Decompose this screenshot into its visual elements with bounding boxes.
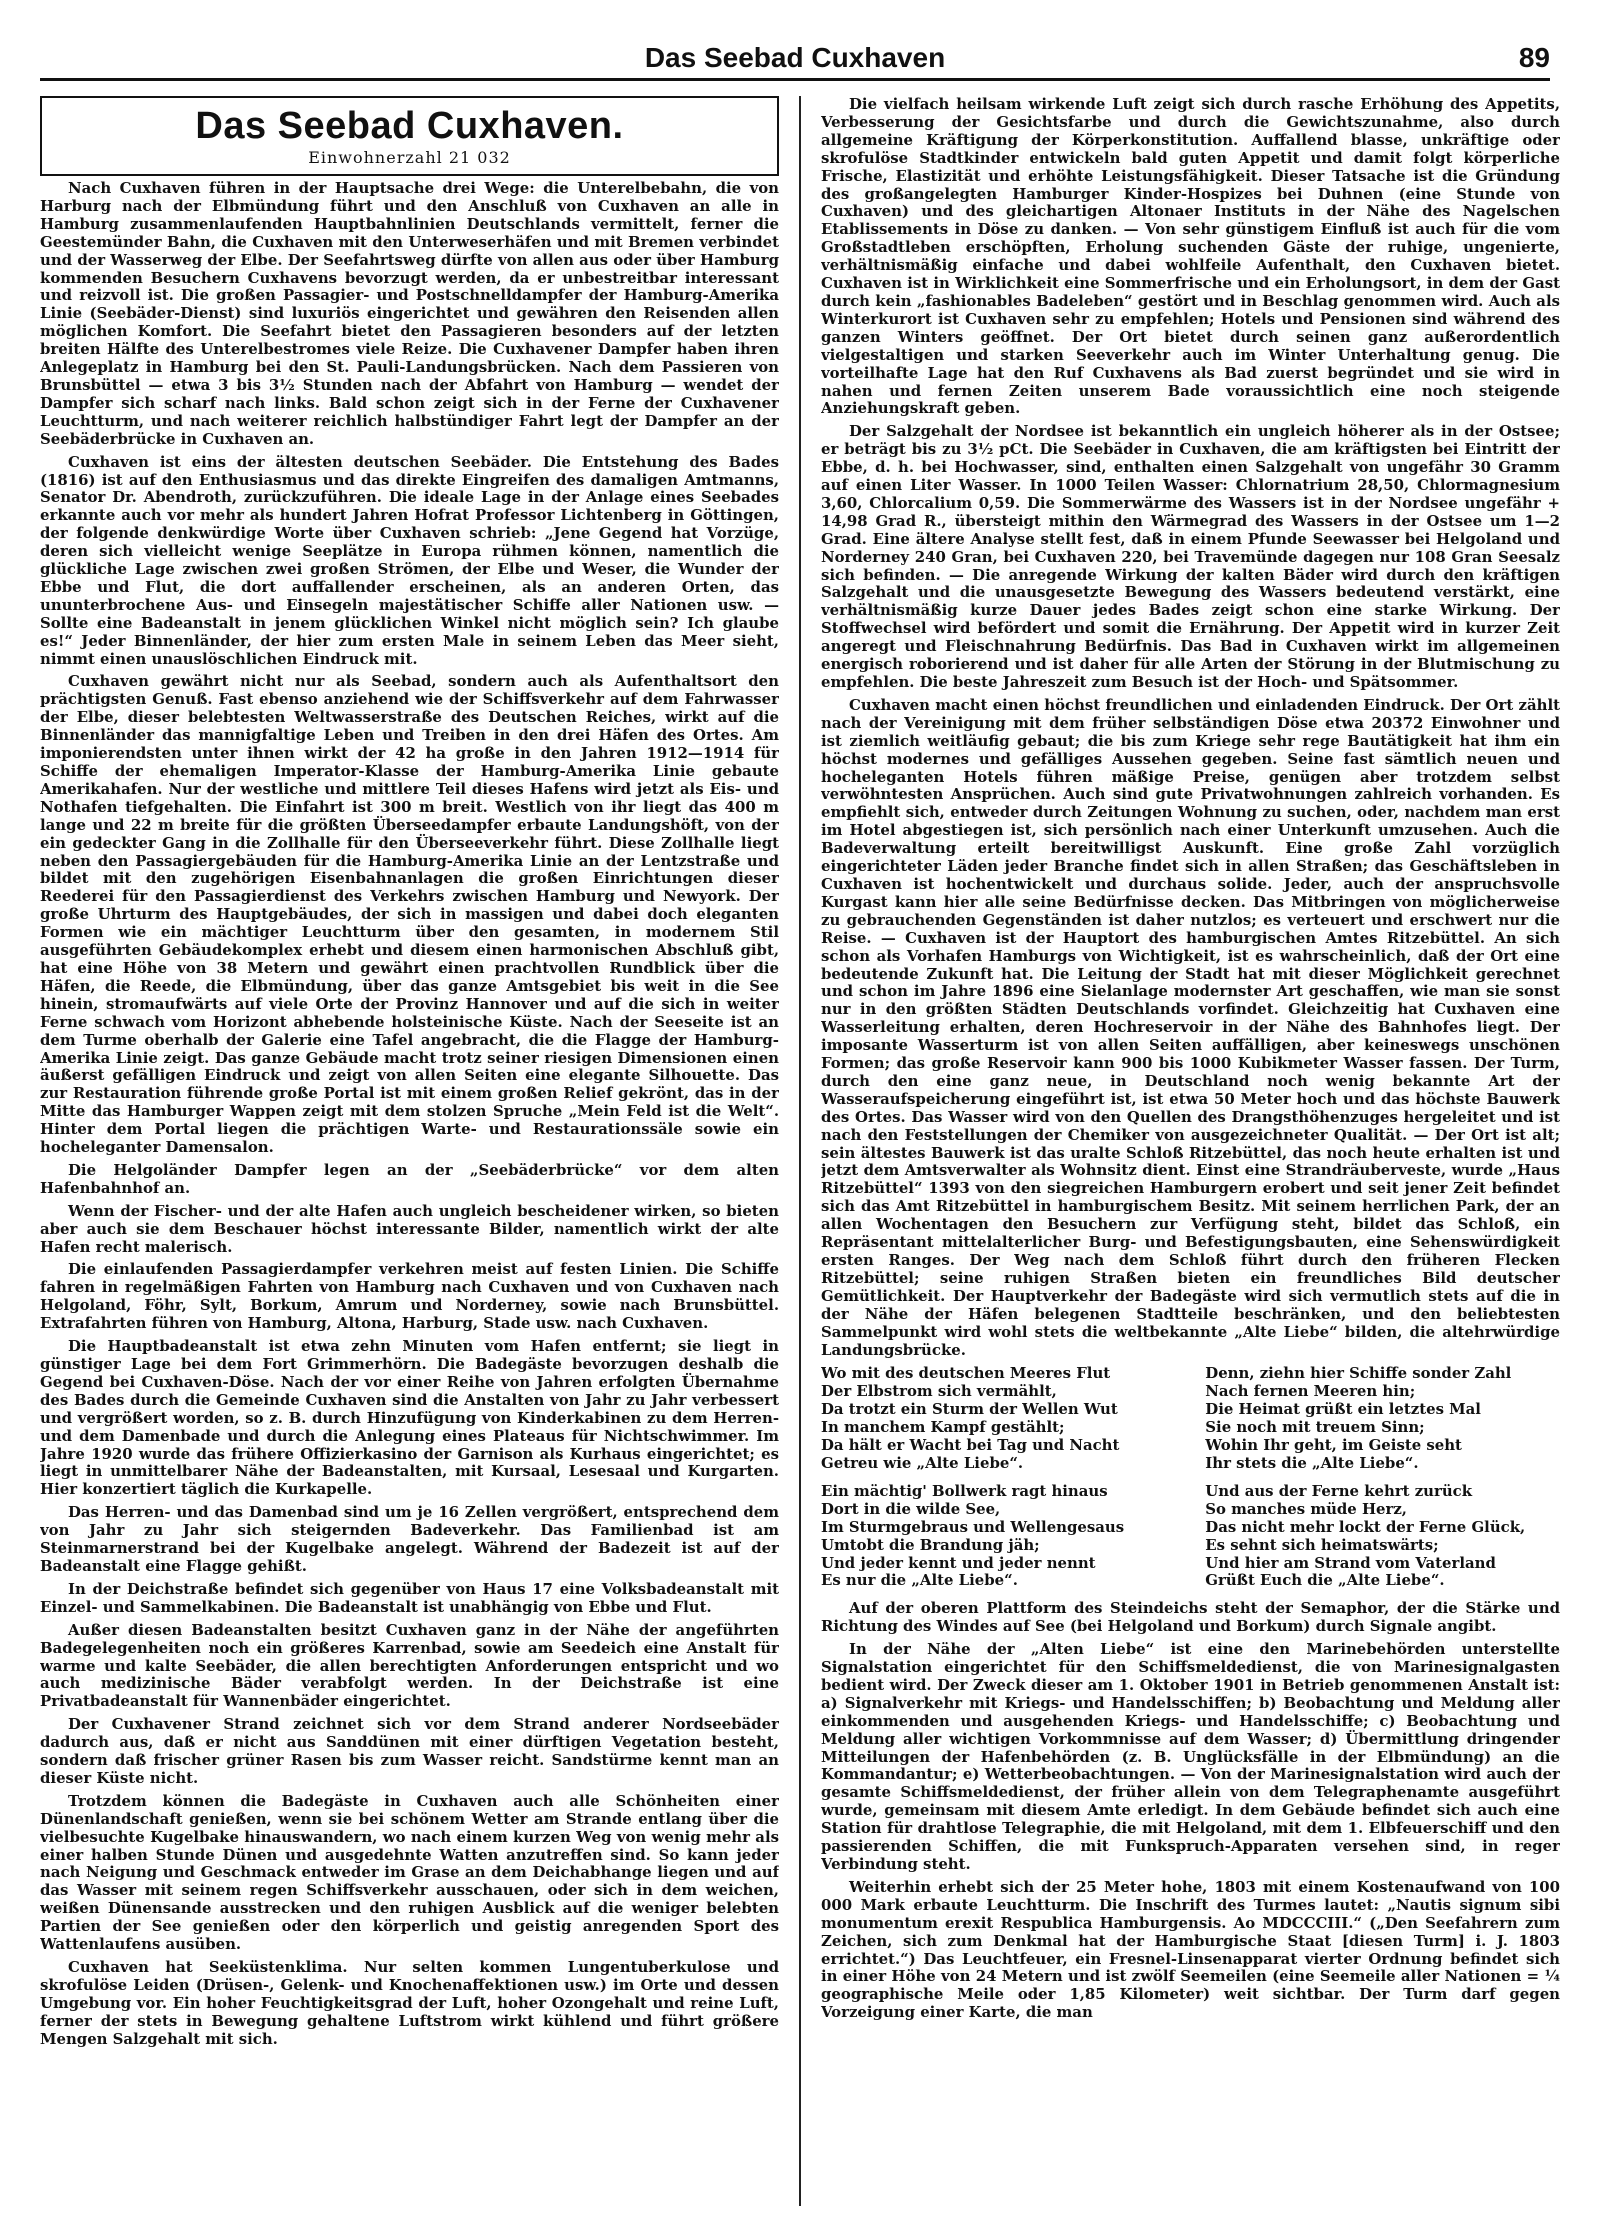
paragraph: In der Nähe der „Alten Liebe“ ist eine den Marinebehörden unterstellte Signalstation eingerichtet für den Schiffsmeldedienst, die von Marinesignalgasten bedient wird. Der Zweck dieser am 1. Oktober 1901 in Betrieb genommenen Anstalt ist: a) Signalverkehr mit Kriegs- und Handelsschiffen; b) Beobachtung und Meldung aller einkommenden und ausgehenden Kriegs- und Handelsschiffe; c) Beobachtung und Meldung aller wichtigen Vorkommnisse auf dem Wasser; d) Übermittlung dringender Mitteilungen der Hafenbehörden (z. B. Unglücksfälle in der Elbmündung) an die Kommandantur; e) Wetterbeobachtungen. — Von der Marinesignalstation wird auch der gesamte Schiffsmeldedienst, der früher allein von dem Telegraphenamte ausgeführt wurde, gemeinsam mit diesem Amte erledigt. In dem Gebäude befindet sich auch eine Station für drahtlose Telegraphie, die mit Helgoland, mit dem 1. Elbfeuerschiff und den passierenden Schiffen, die mit Funkspruch-Apparaten versehen sind, in reger Verbindung steht.	[821, 1640, 1560, 1873]
poem-stanza: Wo mit des deutschen Meeres Flut Der Elbstrom sich vermählt, Da trotzt ein Sturm der Wellen Wut In manchem Kampf gestählt; Da hält er Wacht bei Tag und Nacht Getreu wie „Alte Liebe“.	[821, 1364, 1120, 1472]
left-column	[40, 96, 779, 2206]
paragraph: Wenn der Fischer- und der alte Hafen auch ungleich bescheidener wirken, so bieten aber auch sie dem Beschauer höchst interessante Bilder, namentlich wirkt der alte Hafen recht malerisch.	[40, 1201, 779, 1256]
paragraph: Das Herren- und das Damenbad sind um je 16 Zellen vergrößert, entsprechend dem von Jahr zu Jahr sich steigernden Badeverkehr. Das Familienbad ist am Steinmarnerstrand bei der Kugelbake angelegt. Während der Badezeit ist auf der Badeanstalt eine Flagge gehißt.	[40, 1503, 779, 1575]
article-title-box	[40, 96, 779, 176]
poem-stanza: Und aus der Ferne kehrt zurück So manches müde Herz, Das nicht mehr lockt der Ferne Glück, Es sehnt sich heimatswärts; Und hier am Strand vom Vaterland Grüßt Euch die „Alte Liebe“.	[1205, 1481, 1526, 1590]
paragraph: Auf der oberen Plattform des Steindeichs steht der Semaphor, der die Stärke und Richtung des Windes auf See (bei Helgoland und Borkum) durch Signale angibt.	[821, 1599, 1560, 1636]
paragraph: Der Salzgehalt der Nordsee ist bekanntlich ein ungleich höherer als in der Ostsee; er beträgt bis zu 3½ pCt. Die Seebäder in Cuxhaven, die am kräftigsten bei Eintritt der Ebbe, d. h. bei Hochwasser, sind, enthalten einen Salzgehalt von ungefähr 30 Gramm auf einen Liter Wasser. In 1000 Teilen Wasser: Chlornatrium 28,50, Chlormagnesium 3,60, Chlorcalium 0,59. Die Sommerwärme des Wassers ist in der Nordsee ungefähr + 14,98 Grad R., übersteigt mithin den Wärmegrad des Wassers in der Ostsee um 1—2 Grad. Eine ältere Analyse stellt fest, daß in einem Pfunde Seewasser bei Helgoland und Norderney 240 Gran, bei Cuxhaven 220, bei Travemünde dagegen nur 108 Gran Seesalz sich befinden. — Die anregende Wirkung der kalten Bäder wird durch den kräftigen Salzgehalt und die unausgesetzte Bewegung des Wassers bedeutend verstärkt, eine verhältnismäßig kurze Dauer jedes Bades zeigt schon eine starke Wirkung. Der Stoffwechsel wird befördert und somit die Ernährung. Der Appetit wird in kurzer Zeit angeregt und Fleischnahrung Bedürfnis. Das Bad in Cuxhaven wirkt im allgemeinen energisch roborierend und ist daher für alle Arten der Störung in der Blutmischung zu empfehlen. Die beste Jahreszeit zum Besuch ist der Hoch- und Spätsommer.	[821, 422, 1560, 691]
paragraph: Cuxhaven hat Seeküstenklima. Nur selten kommen Lungentuberkulose und skrofulöse Leiden (Drüsen-, Gelenk- und Knochenaffektionen usw.) im Orte und dessen Umgebung vor. Ein hoher Feuchtigkeitsgrad der Luft, hoher Ozongehalt und reine Luft, ferner der stets in Bewegung gehaltene Luftstrom wirkt kühlend und führt größere Mengen Salzgehalt mit sich.	[40, 1958, 779, 2048]
paragraph: Trotzdem können die Badegäste in Cuxhaven auch alle Schönheiten einer Dünenlandschaft genießen, wenn sie bei schönem Wetter am Strande entlang über die vielbesuchte Kugelbake hinauswandern, wo nach einem kurzen Weg von wenig mehr als einer halben Stunde Dünen und ausgedehnte Watten anzutreffen sind. So kann jeder nach Neigung und Geschmack entweder im Grase an dem Deichabhange liegen und auf das Wasser mit seinem regen Schiffsverkehr ausschauen, oder sich in dem weichen, weißen Dünensande ausstrecken und den ruhigen Ausblick auf die weniger belebten Partien der See genießen oder den körperlich und geistig anregenden Sport des Wattenlaufens ausüben.	[40, 1791, 779, 1954]
paragraph: Die Hauptbadeanstalt ist etwa zehn Minuten vom Hafen entfernt; sie liegt in günstiger Lage bei dem Fort Grimmerhörn. Die Badegäste bevorzugen deshalb die Gegend bei Cuxhaven-Döse. Nach der vor einer Reihe von Jahren erfolgten Übernahme des Bades durch die Gemeinde Cuxhaven sind die Anstalten von Jahr zu Jahr verbessert und vergrößert worden, so z. B. durch Hinzufügung von Kinderkabinen zu dem Herren- und dem Damenbade und durch die Anlegung eines Plateaus für Nichtschwimmer. Im Jahre 1920 wurde das frühere Offizierkasino der Garnison als Kurhaus eingerichtet; es liegt in unmittelbarer Nähe der Badeanstalten, mit Kursaal, Lesesaal und Kurgarten. Hier konzertiert täglich die Kurkapelle.	[40, 1337, 779, 1499]
poem-stanza-row-2	[821, 1483, 1560, 1590]
paragraph: Der Cuxhavener Strand zeichnet sich vor dem Strand anderer Nordseebäder dadurch aus, daß er nicht aus Sanddünen mit einer dürftigen Vegetation besteht, sondern daß frischer grüner Rasen bis zum Wasser reicht. Sandstürme kennt man an dieser Küste nicht.	[40, 1715, 779, 1787]
page-number: 89	[1518, 42, 1550, 73]
running-header-title: Das Seebad Cuxhaven	[644, 42, 946, 73]
paragraph: Nach Cuxhaven führen in der Hauptsache drei Wege: die Unterelbebahn, die von Harburg nach der Elbmündung führt und den Anschluß von Cuxhaven an alle in Hamburg zusammenlaufenden Hauptbahnlinien Deutschlands vermittelt, ferner die Geestemünder Bahn, die Cuxhaven mit den Unterweserhäfen und mit Bremen verbindet und der Wasserweg der Elbe. Der Seefahrtsweg dürfte von allen aus oder über Hamburg kommenden Besuchern Cuxhavens bevorzugt werden, da er unbestreitbar interessant und reizvoll ist. Die großen Passagier- und Postschnelldampfer der Hamburg-Amerika Linie (Seebäder-Dienst) sind luxuriös eingerichtet und gewähren den Reisenden allen möglichen Komfort. Die Seefahrt bietet den Passagieren besonders auf der letzten breiten Hälfte des Unterelbestromes viele Reize. Die Cuxhavener Dampfer haben ihren Anlegeplatz in Hamburg bei den St. Pauli-Landungsbrücken. Nach dem Passieren von Brunsbüttel — etwa 3 bis 3½ Stunden nach der Abfahrt von Hamburg — wendet der Dampfer sich scharf nach links. Bald schon zeigt sich in der Ferne der Cuxhavener Leuchtturm, und nach weiterer reichlich halbstündiger Fahrt legt der Dampfer an der Seebäderbrücke in Cuxhaven an.	[40, 179, 779, 448]
paragraph: Cuxhaven ist eins der ältesten deutschen Seebäder. Die Entstehung des Bades (1816) ist auf den Enthusiasmus und das direkte Eingreifen des damaligen Amtmanns, Senator Dr. Abendroth, zurückzuführen. Die ideale Lage in der Anlage eines Seebades erkannte auch vor mehr als hundert Jahren Hofrat Professor Lichtenberg in Göttingen, der folgende denkwürdige Worte über Cuxhaven schrieb: „Jene Gegend hat Vorzüge, deren sich vielleicht wenige Seeplätze in Europa rühmen können, namentlich die glückliche Lage zwischen zwei großen Strömen, der Elbe und Weser, die Wunder der Ebbe und Flut, die dort auffallender erscheinen, als an anderen Orten, das ununterbrochene Aus- und Einsegeln majestätischer Schiffe aller Nationen usw. — Sollte eine Badeanstalt in jenem glücklichen Winkel nicht möglich sein? Ich glaube es!“ Jeder Binnenländer, der hier zum ersten Male in seinem Leben das Meer sieht, nimmt einen unauslöschlichen Eindruck mit.	[40, 452, 779, 668]
paragraph: Außer diesen Badeanstalten besitzt Cuxhaven ganz in der Nähe der angeführten Badegelegenheiten noch ein größeres Karrenbad, sowie am Seedeich eine Anstalt für warme und kalte Seebäder, die allen berechtigten Anforderungen entspricht und wo auch medizinische Bäder verabfolgt werden. In der Deichstraße ist eine Privatbadeanstalt für Wannenbäder eingerichtet.	[40, 1620, 779, 1711]
poem-stanza-row-1	[821, 1365, 1560, 1472]
right-column	[821, 96, 1560, 2206]
paragraph: In der Deichstraße befindet sich gegenüber von Haus 17 eine Volksbadeanstalt mit Einzel- und Sammelkabinen. Die Badeanstalt ist unabhängig von Ebbe und Flut.	[40, 1579, 779, 1616]
paragraph: Cuxhaven macht einen höchst freundlichen und einladenden Eindruck. Der Ort zählt nach der Vereinigung mit dem früher selbständigen Döse etwa 20372 Einwohner und ist ziemlich weitläufig gebaut; die bis zum Kriege sehr rege Bautätigkeit hat ihm ein höchst modernes und gefälliges Aussehen gegeben. Seine fast sämtlich neuen und hocheleganten Hotels führen mäßige Preise, genügen aber trotzdem selbst verwöhntesten Ansprüchen. Auch sind gute Privatwohnungen zahlreich vorhanden. Es empfiehlt sich, entweder durch Zeitungen Wohnung zu suchen, oder, nachdem man erst im Hotel abgestiegen ist, sich persönlich nach einer Unterkunft umzusehen. Auch die Badeverwaltung erteilt bereitwilligst Auskunft. Eine große Zahl vorzüglich eingerichteter Läden jeder Branche findet sich in allen Straßen; das Geschäftsleben in Cuxhaven ist hochentwickelt und durchaus solide. Jeder, auch der anspruchsvolle Kurgast kann hier alle seine Bedürfnisse decken. Das Mitbringen von möglicherweise zu gebrauchenden Gegenständen ist daher nutzlos; es verteuert und erschwert nur die Reise. — Cuxhaven ist der Hauptort des hamburgischen Amtes Ritzebüttel. An sich schon als Vorhafen Hamburgs von Wichtigkeit, ist es wahrscheinlich, daß der Ort eine bedeutende Zukunft hat. Die Leitung der Stadt hat mit dieser Möglichkeit gerechnet und schon im Jahre 1896 eine Sielanlage modernster Art geschaffen, wie man sie sonst nur in den größten Städten Deutschlands vorfindet. Gleichzeitig hat Cuxhaven eine Wasserleitung erhalten, deren Hochreservoir in der Nähe des Bahnhofes liegt. Der imposante Wasserturm ist von allen Seiten auffälligen, aber keineswegs unschönen Formen; das große Reservoir kann 900 bis 1000 Kubikmeter Wasser fassen. Der Turm, durch den eine ganz neue, in Deutschland noch wenig bekannte Art der Wasseraufspeicherung eingeführt ist, ist etwa 50 Meter hoch und das höchste Bauwerk des Ortes. Das Wasser wird von den Quellen des Drangsthöhenzuges hergeleitet und ist nach den Feststellungen der Chemiker von ausgezeichneter Qualität. — Der Ort ist alt; sein ältestes Bauwerk ist das uralte Schloß Ritzebüttel, das noch heute erhalten ist und jetzt dem Amtsverwalter als Wohnsitz dient. Einst eine Strandräuberveste, wurde „Haus Ritzebüttel“ 1393 von den siegreichen Hamburgern erobert und seit jener Zeit befindet sich das Amt Ritzebüttel in hamburgischem Besitz. Mit seinem herrlichen Park, der an allen Wochentagen den Besuchern zur Verfügung steht, bildet das Schloß, ein Repräsentant mittelalterlicher Burg- und Befestigungsbauten, eine Sehenswürdigkeit ersten Ranges. Der Weg nach dem Schloß führt durch den früheren Flecken Ritzebüttel; seine ruhigen Straßen bieten ein freundliches Bild deutscher Gemütlichkeit. Der Hauptverkehr der Badegäste wird sich vermutlich stets auf die in der Nähe der Häfen belegenen Stadtteile beschränken, und den beliebtesten Sammelpunkt wird wohl stets die weltbekannte „Alte Liebe“ bilden, die altehrwürdige Landungsbrücke.	[821, 695, 1560, 1359]
poem-stanza: Ein mächtig' Bollwerk ragt hinaus Dort in die wilde See, Im Sturmgebraus und Wellengesaus Umtobt die Brandung jäh; Und jeder kennt und jeder nennt Es nur die „Alte Liebe“.	[821, 1481, 1125, 1590]
paragraph: Cuxhaven gewährt nicht nur als Seebad, sondern auch als Aufenthaltsort den prächtigsten Genuß. Fast ebenso anziehend wie der Schiffsverkehr auf dem Fahrwasser der Elbe, dieser belebtesten Weltwasserstraße des Deutschen Reiches, wirkt auf die Binnenländer das mannigfaltige Leben und Treiben in den drei Häfen des Ortes. Am imponierendsten unter ihnen wirkt der 42 ha große in den Jahren 1912—1914 für Schiffe der ehemaligen Imperator-Klasse der Hamburg-Amerika Linie gebaute Amerikahafen. Nur der westliche und mittlere Teil dieses Hafens wird jetzt als Eis- und Nothafen tiefgehalten. Die Einfahrt ist 300 m breit. Westlich von ihr liegt das 400 m lange und 22 m breite für die größten Überseedampfer erbaute Landungshöft, von der ein gedeckter Gang in die Zollhalle für den Überseeverkehr führt. Diese Zollhalle liegt neben den Passagiergebäuden für die Hamburg-Amerika Linie an der Lentzstraße und bildet mit den zugehörigen Eisenbahnanlagen die großen Einrichtungen dieser Reederei für den Passagierdienst des Verkehrs zwischen Hamburg und Newyork. Der große Uhrturm des Hauptgebäudes, der sich in massigen und dabei doch eleganten Formen wie ein mächtiger Leuchtturm über den gesamten, in modernem Stil ausgeführten Gebäudekomplex erhebt und diesem einen harmonischen Abschluß gibt, hat eine Höhe von 38 Metern und gewährt einen prachtvollen Rundblick über die Häfen, die Reede, die Elbmündung, über das ganze Amtsgebiet bis weit in die See hinein, stromaufwärts auf viele Orte der Provinz Hannover und auf die sich in weiter Ferne schwach vom Horizont abhebende holsteinische Küste. Nach der Seeseite ist an dem Turme oberhalb der Galerie eine Tafel angebracht, die die Flagge der Hamburg-Amerika Linie zeigt. Das ganze Gebäude macht trotz seiner riesigen Dimensionen einen äußerst gefälligen Eindruck und zeigt von allen Seiten eine elegante Silhouette. Das zur Restauration führende große Portal ist mit einem großen Relief gekrönt, das in der Mitte das Hamburger Wappen zeigt mit dem stolzen Spruche „Mein Feld ist die Welt“. Hinter dem Portal liegen die prächtigen Warte- und Restaurationssäle sowie ein hocheleganter Damensalon.	[40, 672, 779, 1157]
paragraph: Die Helgoländer Dampfer legen an der „Seebäderbrücke“ vor dem alten Hafenbahnhof an.	[40, 1160, 779, 1197]
paragraph: Die einlaufenden Passagierdampfer verkehren meist auf festen Linien. Die Schiffe fahren in regelmäßigen Fahrten von Hamburg nach Cuxhaven und von Cuxhaven nach Helgoland, Föhr, Sylt, Borkum, Amrum und Norderney, sowie nach Brunsbüttel. Extrafahrten führen von Hamburg, Altona, Harburg, Stade usw. nach Cuxhaven.	[40, 1260, 779, 1333]
poem-stanza: Denn, ziehn hier Schiffe sonder Zahl Nach fernen Meeren hin; Die Heimat grüßt ein letztes Mal Sie noch mit treuem Sinn; Wohin Ihr geht, im Geiste seht Ihr stets die „Alte Liebe“.	[1205, 1364, 1512, 1472]
column-divider	[799, 96, 801, 2206]
running-header	[40, 40, 1550, 81]
article-subtitle: Einwohnerzahl 21 032	[308, 148, 511, 167]
article-title: Das Seebad Cuxhaven.	[195, 105, 624, 147]
paragraph: Weiterhin erhebt sich der 25 Meter hohe, 1803 mit einem Kostenaufwand von 100 000 Mark erbaute Leuchtturm. Die Inschrift des Turmes lautet: „Nautis signum sibi monumentum erexit Respublica Hamburgensis. Ao MDCCCIII.“ („Den Seefahrern zum Zeichen, sich zum Denkmal hat der Hamburgische Staat [diesen Turm] i. J. 1803 errichtet.“) Das Leuchtfeuer, ein Fresnel-Linsenapparat vierter Ordnung befindet sich in einer Höhe von 24 Metern und ist zwölf Seemeilen (eine Seemeile aller Nationen = ¼ geographische Meile oder 1,85 Kilometer) weit sichtbar. Der Turm darf gegen Vorzeigung einer Karte, die man	[821, 1877, 1560, 2022]
paragraph: Die vielfach heilsam wirkende Luft zeigt sich durch rasche Erhöhung des Appetits, Verbesserung der Gesichtsfarbe und durch die Gewichtszunahme, also durch allgemeine Kräftigung der Körperkonstitution. Auffallend blasse, unkräftige oder skrofulöse Stadtkinder entwickeln bald guten Appetit und damit folgt körperliche Frische, Elastizität und erhöhte Leistungsfähigkeit. Dieser Tatsache ist die Gründung des großangelegten Hamburger Kinder-Hospizes bei Duhnen (eine Stunde von Cuxhaven) und des gleichartigen Altonaer Instituts in der Nähe des Nagelschen Etablissements in Döse zu danken. — Von sehr günstigem Einfluß ist auch für die vom Großstadtleben erschöpften, Erholung suchenden Gäste der ruhige, ungenierte, verhältnismäßig einfache und dabei wohlfeile Aufenthalt, den Cuxhaven bietet. Cuxhaven ist in Wirklichkeit eine Sommerfrische und ein Erholungsort, in dem der Gast durch kein „fashionables Badeleben“ gestört und in Beschlag genommen wird. Auch als Winterkurort ist Cuxhaven sehr zu empfehlen; Hotels und Pensionen sind während des ganzen Winters geöffnet. Der Ort bietet durch seinen ganz außerordentlich vielgestaltigen und starken Seeverkehr auch im Winter Unterhaltung genug. Die vorteilhafte Lage hat den Ruf Cuxhavens als Bad zuerst begründet und sie wird in nahen und fernen Zeiten unserem Bade voraussichtlich eine noch steigende Anziehungskraft geben.	[821, 96, 1560, 418]
